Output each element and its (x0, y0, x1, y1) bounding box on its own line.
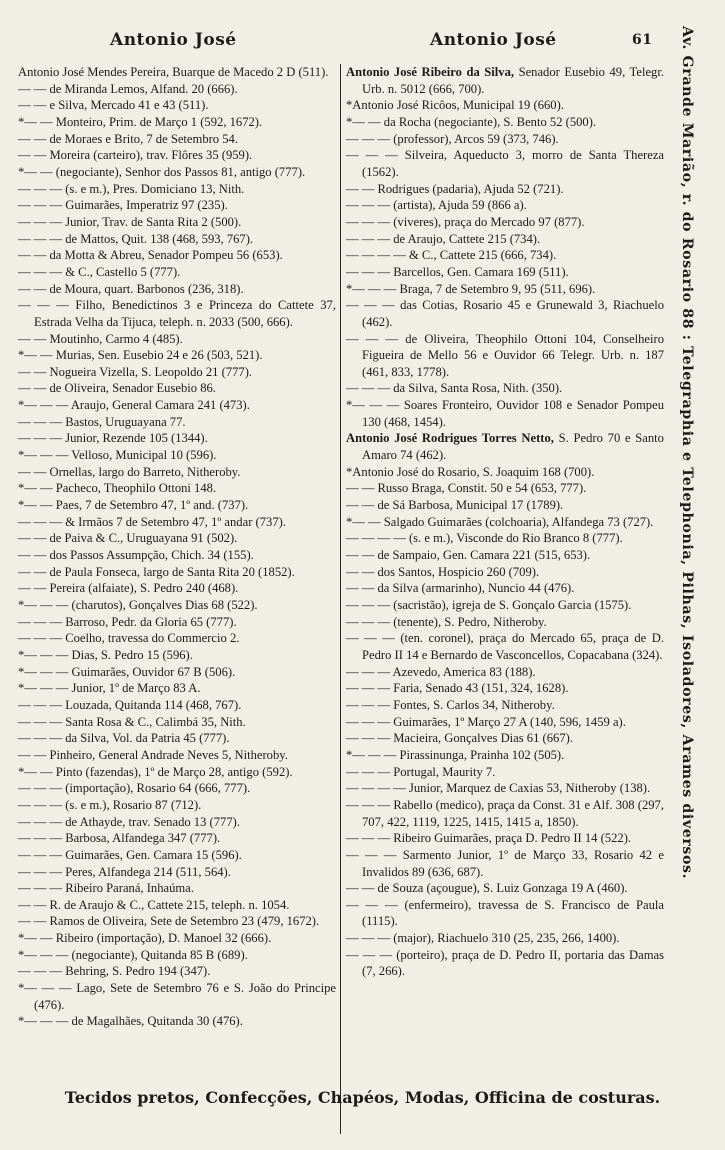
directory-entry: — — — — (s. e m.), Visconde do Rio Branco 8 (777). (346, 531, 623, 546)
directory-entry: *— — Salgado Guimarães (colchoaria), Alfandega 73 (727). (346, 514, 654, 529)
entry-name-bold: Antonio José Rodrigues Torres Netto, (346, 431, 554, 446)
directory-entry: *— — — Araujo, General Camara 241 (473). (18, 398, 250, 413)
directory-entry: — — de Miranda Lemos, Alfand. 20 (666). (18, 81, 238, 96)
directory-entry: *— — — Dias, S. Pedro 15 (596). (18, 647, 193, 662)
directory-entry: — — — (major), Riachuelo 310 (25, 235, 266, 1400). (346, 931, 620, 946)
directory-entry: — — — Macieira, Gonçalves Dias 61 (667). (346, 731, 573, 746)
entry-name-bold: Antonio José Ribeiro da Silva, (346, 65, 515, 79)
directory-entry: — — — de Araujo, Cattete 215 (734). (346, 231, 541, 246)
directory-entry: — — — (viveres), praça do Mercado 97 (877). (346, 214, 585, 229)
side-advertisement: Av. Grande Marião, r. do Rosario 88 : Telegraphia e Telephonia, Pilhas, Isoladores, Arames diversos. (679, 26, 695, 880)
directory-entry: — — — Santa Rosa & C., Calimbá 35, Nith. (18, 714, 246, 729)
directory-entry: Antonio José Mendes Pereira, Buarque de Macedo 2 D (511). (18, 65, 329, 79)
directory-entry: *— — Ribeiro (importação), D. Manoel 32 (666). (18, 931, 272, 946)
directory-entry: *— — — de Magalhães, Quitanda 30 (476). (18, 1014, 243, 1029)
directory-entry: — — e Silva, Mercado 41 e 43 (511). (18, 98, 209, 113)
directory-entry: *Antonio José do Rosario, S. Joaquim 168 (700). (346, 464, 595, 479)
directory-entry: — — de Paiva & C., Uruguayana 91 (502). (18, 531, 238, 546)
right-running-head: Antonio José (430, 30, 557, 50)
directory-entry: — — — Portugal, Maurity 7. (346, 764, 496, 779)
directory-entry: — — — da Silva, Santa Rosa, Nith. (350). (346, 381, 563, 396)
directory-entry: *— — — Soares Fronteiro, Ouvidor 108 e Senador Pompeu 130 (468, 1454). (346, 398, 664, 429)
directory-entry: — — — Silveira, Aqueducto 3, morro de Santa Thereza (1562). (346, 148, 664, 179)
directory-entry: — — — Behring, S. Pedro 194 (347). (18, 964, 211, 979)
directory-entry: — — — Filho, Benedictinos 3 e Princeza do Cattete 37, Estrada Velha da Tijuca, teleph. n. 2033 (500, 666). (18, 298, 336, 329)
directory-entry: — — — Guimarães, Gen. Camara 15 (596). (18, 847, 242, 862)
column-divider (340, 64, 341, 1134)
directory-entry: — — — (enfermeiro), travessa de S. Francisco de Paula (1115). (346, 897, 664, 929)
directory-entry: — — — (s. e m.), Pres. Domiciano 13, Nith. (18, 181, 245, 196)
directory-entry: *— — — Pirassinunga, Prainha 102 (505). (346, 747, 565, 762)
left-column (18, 64, 336, 1030)
directory-entry: *— — Pinto (fazendas), 1º de Março 28, antigo (592). (18, 764, 293, 779)
directory-entry: — — Rodrigues (padaria), Ajuda 52 (721). (346, 181, 564, 196)
directory-entry: *— — — (negociante), Quitanda 85 B (689). (18, 947, 248, 962)
directory-entry: — — de Moura, quart. Barbonos (236, 318). (18, 281, 244, 296)
directory-entry: — — — (s. e m.), Rosario 87 (712). (18, 797, 202, 812)
directory-entry: — — de Sampaio, Gen. Camara 221 (515, 653). (346, 548, 591, 563)
directory-entry (346, 64, 664, 97)
directory-entry: — — — Junior, Trav. de Santa Rita 2 (500). (18, 214, 242, 229)
directory-entry: — — — Azevedo, America 83 (188). (346, 664, 536, 679)
directory-entry: — — da Silva (armarinho), Nuncio 44 (476). (346, 581, 575, 596)
directory-entry: — — Moutinho, Carmo 4 (485). (18, 331, 183, 346)
directory-entry: *— — (negociante), Senhor dos Passos 81, antigo (777). (18, 164, 306, 179)
directory-entry: — — de Paula Fonseca, largo de Santa Rita 20 (1852). (18, 564, 295, 579)
directory-entry: — — — Barbosa, Alfandega 347 (777). (18, 831, 221, 846)
directory-entry: — — — & Irmãos 7 de Setembro 47, 1º andar (737). (18, 514, 286, 529)
directory-entry: — — de Sá Barbosa, Municipal 17 (1789). (346, 498, 564, 513)
directory-entry: — — — Guimarães, Imperatriz 97 (235). (18, 198, 228, 213)
directory-entry: — — — de Athayde, trav. Senado 13 (777). (18, 814, 240, 829)
directory-entry: — — — Fontes, S. Carlos 34, Nitheroby. (346, 697, 555, 712)
directory-entry: — — — & C., Castello 5 (777). (18, 264, 181, 279)
directory-entry: *— — — Braga, 7 de Setembro 9, 95 (511, 696). (346, 281, 596, 296)
directory-entry: — — Russo Braga, Constit. 50 e 54 (653, 777). (346, 481, 587, 496)
directory-entry: — — — Guimarães, 1º Março 27 A (140, 596, 1459 a). (346, 714, 626, 729)
entry-details: Senador Eusebio 49, Telegr. Urb. n. 5012 (666, 700). (362, 65, 664, 96)
directory-entry: — — R. de Araujo & C., Cattete 215, teleph. n. 1054. (18, 897, 290, 912)
right-column (346, 64, 664, 980)
directory-entry: *— — Murias, Sen. Eusebio 24 e 26 (503, 521). (18, 348, 263, 363)
directory-entry: — — — Barroso, Pedr. da Gloria 65 (777). (18, 614, 237, 629)
directory-entry: — — Pinheiro, General Andrade Neves 5, Nitheroby. (18, 747, 288, 762)
directory-entry: *Antonio José Ricôos, Municipal 19 (660). (346, 98, 564, 113)
directory-entry: *— — Paes, 7 de Setembro 47, 1º and. (737). (18, 498, 249, 513)
directory-entry: — — da Motta & Abreu, Senador Pompeu 56 (653). (18, 248, 283, 263)
directory-entry: — — — (artista), Ajuda 59 (866 a). (346, 198, 527, 213)
directory-entry: — — — Ribeiro Paraná, Inhaúma. (18, 881, 194, 896)
directory-entry: — — — da Silva, Vol. da Patria 45 (777). (18, 731, 230, 746)
entry-details: S. Pedro 70 e Santo Amaro 74 (462). (362, 431, 664, 463)
directory-entry: — — — Rabello (medico), praça da Const. 31 e Alf. 308 (297, 707, 422, 1119, 1225, 1415, 1415 a, 1850). (346, 797, 664, 829)
page-number: 61 (632, 32, 653, 48)
directory-entry: — — dos Passos Assumpção, Chich. 34 (155). (18, 548, 254, 563)
directory-entry: *— — da Rocha (negociante), S. Bento 52 (500). (346, 114, 597, 129)
directory-entry: — — — das Cotias, Rosario 45 e Grunewald 3, Riachuelo (462). (346, 298, 664, 329)
directory-entry: — — dos Santos, Hospicio 260 (709). (346, 564, 540, 579)
directory-entry: *— — — Junior, 1º de Março 83 A. (18, 681, 201, 696)
directory-entry: *— — — Lago, Sete de Setembro 76 e S. João do Principe (476). (18, 981, 336, 1012)
directory-entry: — — Ramos de Oliveira, Sete de Setembro 23 (479, 1672). (18, 914, 320, 929)
directory-entry (346, 430, 664, 463)
directory-entry: — — — Louzada, Quitanda 114 (468, 767). (18, 697, 242, 712)
directory-entry: — — de Oliveira, Senador Eusebio 86. (18, 381, 216, 396)
directory-entry: — — — Coelho, travessa do Commercio 2. (18, 631, 240, 646)
directory-entry: — — Pereira (alfaiate), S. Pedro 240 (468). (18, 581, 239, 596)
directory-entry: — — — (importação), Rosario 64 (666, 777). (18, 781, 251, 796)
footer-advertisement: Tecidos pretos, Confecções, Chapéos, Modas, Officina de costuras. (64, 1088, 661, 1107)
directory-entry: *— — — Velloso, Municipal 10 (596). (18, 448, 217, 463)
directory-entry: — — — Sarmento Junior, 1º de Março 33, Rosario 42 e Invalidos 89 (636, 687). (346, 847, 664, 879)
directory-entry: — — — (professor), Arcos 59 (373, 746). (346, 131, 559, 146)
directory-entry: — — — (sacristão), igreja de S. Gonçalo Garcia (1575). (346, 598, 632, 612)
directory-entry: — — — Ribeiro Guimarães, praça D. Pedro II 14 (522). (346, 831, 632, 846)
left-running-head: Antonio José (110, 30, 237, 50)
directory-entry: — — — Barcellos, Gen. Camara 169 (511). (346, 264, 569, 279)
directory-entry: — — de Souza (açougue), S. Luiz Gonzaga 19 A (460). (346, 881, 628, 896)
directory-entry: — — — de Oliveira, Theophilo Ottoni 104, Conselheiro Figueira de Mello 56 e Ouvidor 66 Telegr. Urb. n. 187 (461, 833, 1778). (346, 331, 664, 379)
directory-entry: — — — Faria, Senado 43 (151, 324, 1628). (346, 681, 569, 696)
directory-entry: — — — Peres, Alfandega 214 (511, 564). (18, 864, 231, 879)
directory-entry: *— — — Guimarães, Ouvidor 67 B (506). (18, 664, 236, 679)
directory-entry: *— — Monteiro, Prim. de Março 1 (592, 1672). (18, 114, 263, 129)
directory-entry: — — — Bastos, Uruguayana 77. (18, 414, 186, 429)
directory-entry: — — — Junior, Rezende 105 (1344). (18, 431, 208, 446)
directory-entry: — — — (tenente), S. Pedro, Nitheroby. (346, 614, 547, 629)
directory-entry: *— — — (charutos), Gonçalves Dias 68 (522). (18, 598, 258, 612)
directory-entry: — — Moreira (carteiro), trav. Flôres 35 (959). (18, 148, 253, 163)
directory-entry: — — de Moraes e Brito, 7 de Setembro 54. (18, 131, 238, 146)
directory-entry: — — — — Junior, Marquez de Caxias 53, Nitheroby (138). (346, 781, 651, 796)
directory-entry: — — — (porteiro), praça de D. Pedro II, portaria das Damas (7, 266). (346, 947, 664, 979)
directory-entry: — — Ornellas, largo do Barreto, Nitheroby. (18, 464, 241, 479)
directory-entry: — — — (ten. coronel), praça do Mercado 65, praça de D. Pedro II 14 e Bernardo de Vasconcellos, Copacabana (324). (346, 631, 664, 662)
directory-entry: *— — Pacheco, Theophilo Ottoni 148. (18, 481, 217, 496)
directory-entry: — — Nogueira Vizella, S. Leopoldo 21 (777). (18, 364, 253, 379)
directory-entry: — — — — & C., Cattete 215 (666, 734). (346, 248, 557, 263)
directory-entry: — — — de Mattos, Quit. 138 (468, 593, 767). (18, 231, 254, 246)
